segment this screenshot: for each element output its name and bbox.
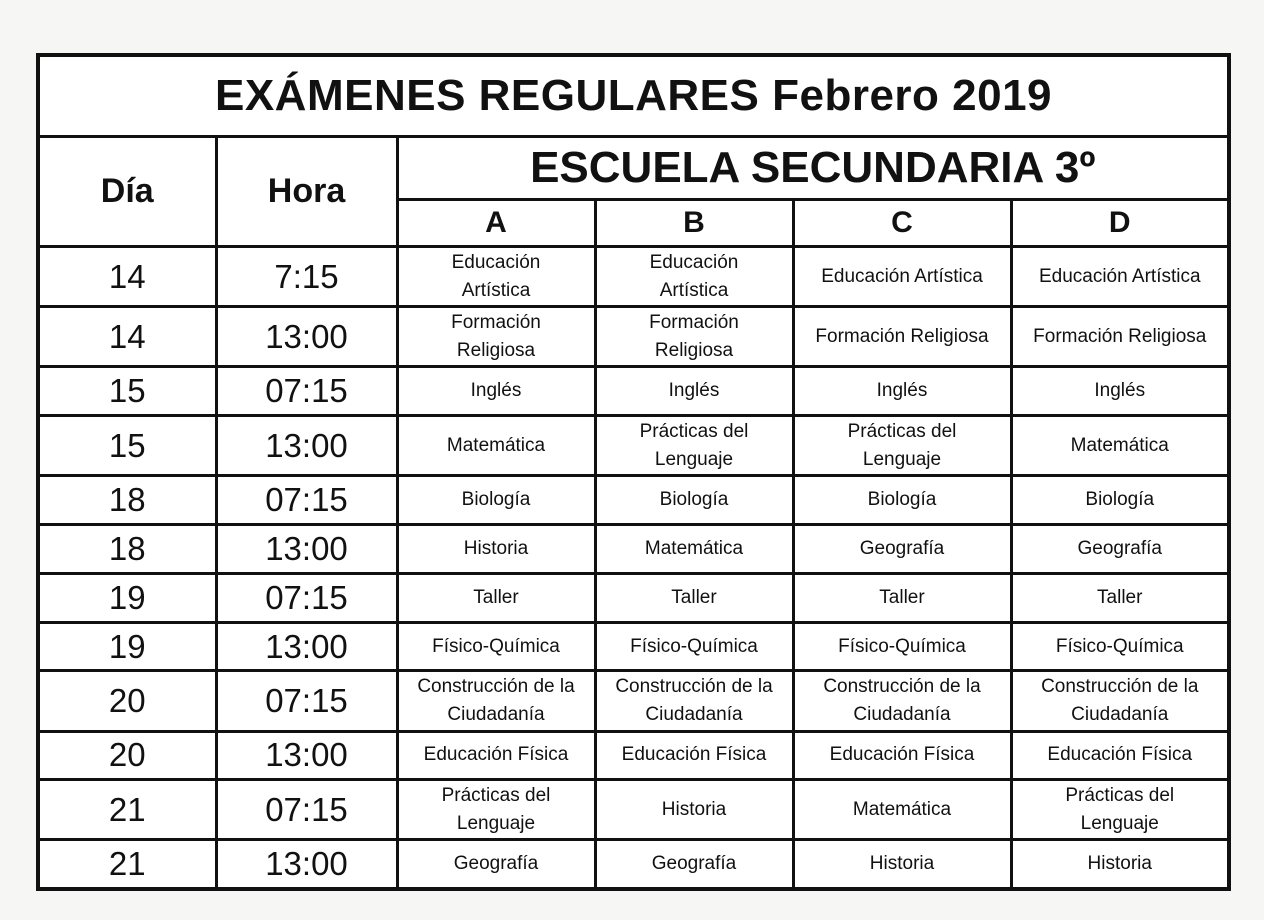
table-row (38, 671, 1229, 731)
day-cell: 14 (38, 307, 216, 367)
subject-cell-a: Formación Religiosa (397, 307, 595, 367)
subject-cell-a: Prácticas del Lenguaje (397, 780, 595, 840)
subject-cell-b: Biología (595, 476, 793, 525)
day-cell: 20 (38, 731, 216, 780)
class-header-a: A (397, 200, 595, 247)
day-cell: 14 (38, 247, 216, 307)
subject-cell-c: Taller (793, 573, 1011, 622)
class-header-d: D (1011, 200, 1229, 247)
subject-cell-a: Educación Artística (397, 247, 595, 307)
time-cell: 13:00 (216, 415, 397, 475)
subject-cell-c: Historia (793, 840, 1011, 889)
table-row (38, 524, 1229, 573)
subject-cell-d: Formación Religiosa (1011, 307, 1229, 367)
subject-cell-a: Matemática (397, 415, 595, 475)
table-row (38, 476, 1229, 525)
subject-cell-d: Educación Física (1011, 731, 1229, 780)
subject-cell-b: Formación Religiosa (595, 307, 793, 367)
day-cell: 19 (38, 622, 216, 671)
subject-cell-c: Inglés (793, 367, 1011, 416)
school-header: ESCUELA SECUNDARIA 3º (397, 137, 1229, 200)
subject-cell-b: Matemática (595, 524, 793, 573)
time-cell: 7:15 (216, 247, 397, 307)
table-row (38, 731, 1229, 780)
subject-cell-c: Matemática (793, 780, 1011, 840)
subject-cell-d: Construcción de la Ciudadanía (1011, 671, 1229, 731)
subject-cell-b: Educación Física (595, 731, 793, 780)
table-row (38, 840, 1229, 889)
class-header-c: C (793, 200, 1011, 247)
subject-cell-c: Educación Física (793, 731, 1011, 780)
subject-cell-b: Construcción de la Ciudadanía (595, 671, 793, 731)
subject-cell-d: Matemática (1011, 415, 1229, 475)
time-cell: 13:00 (216, 731, 397, 780)
table-row (38, 573, 1229, 622)
time-cell: 07:15 (216, 780, 397, 840)
time-cell: 07:15 (216, 671, 397, 731)
day-cell: 20 (38, 671, 216, 731)
day-cell: 18 (38, 476, 216, 525)
subject-cell-a: Historia (397, 524, 595, 573)
subject-cell-c: Físico-Química (793, 622, 1011, 671)
subject-cell-a: Construcción de la Ciudadanía (397, 671, 595, 731)
subject-cell-d: Prácticas del Lenguaje (1011, 780, 1229, 840)
subject-cell-b: Geografía (595, 840, 793, 889)
subject-cell-c: Geografía (793, 524, 1011, 573)
table-row (38, 622, 1229, 671)
table-row (38, 307, 1229, 367)
schedule-body (38, 247, 1229, 890)
subject-cell-d: Físico-Química (1011, 622, 1229, 671)
subject-cell-b: Educación Artística (595, 247, 793, 307)
subject-cell-b: Físico-Química (595, 622, 793, 671)
day-cell: 18 (38, 524, 216, 573)
subject-cell-a: Inglés (397, 367, 595, 416)
day-cell: 15 (38, 367, 216, 416)
time-cell: 07:15 (216, 476, 397, 525)
subject-cell-d: Taller (1011, 573, 1229, 622)
time-cell: 13:00 (216, 307, 397, 367)
subject-cell-a: Taller (397, 573, 595, 622)
subject-cell-a: Físico-Química (397, 622, 595, 671)
time-column-header: Hora (216, 137, 397, 247)
subject-cell-c: Formación Religiosa (793, 307, 1011, 367)
time-cell: 13:00 (216, 840, 397, 889)
schedule-title: EXÁMENES REGULARES Febrero 2019 (38, 55, 1229, 137)
day-cell: 15 (38, 415, 216, 475)
subject-cell-d: Geografía (1011, 524, 1229, 573)
day-column-header: Día (38, 137, 216, 247)
subject-cell-b: Taller (595, 573, 793, 622)
table-row (38, 247, 1229, 307)
time-cell: 13:00 (216, 622, 397, 671)
subject-cell-a: Biología (397, 476, 595, 525)
subject-cell-d: Biología (1011, 476, 1229, 525)
table-row (38, 780, 1229, 840)
table-row (38, 415, 1229, 475)
subject-cell-c: Prácticas del Lenguaje (793, 415, 1011, 475)
subject-cell-d: Inglés (1011, 367, 1229, 416)
day-cell: 19 (38, 573, 216, 622)
subject-cell-a: Educación Física (397, 731, 595, 780)
subject-cell-d: Historia (1011, 840, 1229, 889)
table-row (38, 367, 1229, 416)
day-cell: 21 (38, 780, 216, 840)
class-header-b: B (595, 200, 793, 247)
subject-cell-c: Construcción de la Ciudadanía (793, 671, 1011, 731)
subject-cell-b: Inglés (595, 367, 793, 416)
subject-cell-c: Educación Artística (793, 247, 1011, 307)
exam-schedule-table (36, 53, 1231, 891)
time-cell: 07:15 (216, 573, 397, 622)
subject-cell-d: Educación Artística (1011, 247, 1229, 307)
day-cell: 21 (38, 840, 216, 889)
subject-cell-b: Prácticas del Lenguaje (595, 415, 793, 475)
subject-cell-b: Historia (595, 780, 793, 840)
time-cell: 07:15 (216, 367, 397, 416)
subject-cell-a: Geografía (397, 840, 595, 889)
time-cell: 13:00 (216, 524, 397, 573)
subject-cell-c: Biología (793, 476, 1011, 525)
